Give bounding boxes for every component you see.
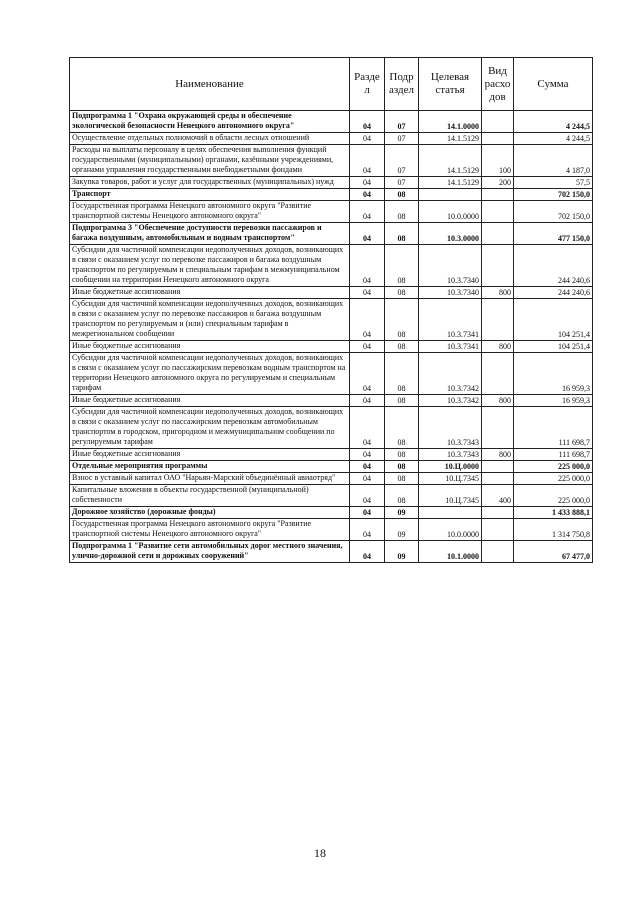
cell-target: 10.3.7340 bbox=[419, 287, 482, 299]
cell-name: Государственная программа Ненецкого автономного округа "Развитие транспортной системы Ненецкого автономного округа" bbox=[70, 519, 350, 541]
table-row bbox=[70, 353, 593, 395]
cell-subsection: 08 bbox=[385, 341, 419, 353]
cell-name: Иные бюджетные ассигнования bbox=[70, 449, 350, 461]
cell-name: Подпрограмма 3 "Обеспечение доступности перевозки пассажиров и багажа воздушным, автомобильным и водным транспортом" bbox=[70, 223, 350, 245]
cell-section: 04 bbox=[350, 177, 385, 189]
table-row bbox=[70, 449, 593, 461]
cell-name: Иные бюджетные ассигнования bbox=[70, 287, 350, 299]
cell-subsection: 08 bbox=[385, 353, 419, 395]
cell-section: 04 bbox=[350, 541, 385, 563]
table-row bbox=[70, 461, 593, 473]
cell-target: 10.0.0000 bbox=[419, 201, 482, 223]
cell-type: 800 bbox=[482, 395, 514, 407]
cell-target: 10.3.7342 bbox=[419, 353, 482, 395]
table-row bbox=[70, 395, 593, 407]
cell-section: 04 bbox=[350, 407, 385, 449]
cell-target: 10.3.7343 bbox=[419, 449, 482, 461]
table-row bbox=[70, 473, 593, 485]
cell-subsection: 09 bbox=[385, 507, 419, 519]
cell-subsection: 08 bbox=[385, 201, 419, 223]
cell-section: 04 bbox=[350, 201, 385, 223]
table-row bbox=[70, 287, 593, 299]
cell-section: 04 bbox=[350, 507, 385, 519]
cell-sum: 16 959,3 bbox=[514, 353, 593, 395]
cell-name: Закупка товаров, работ и услуг для государственных (муниципальных) нужд bbox=[70, 177, 350, 189]
cell-name: Расходы на выплаты персоналу в целях обеспечения выполнения функций государственными (муниципальными) органами, казёнными учреждениями, органами управления государственными внебюджетными фондами bbox=[70, 145, 350, 177]
cell-target: 10.1.0000 bbox=[419, 541, 482, 563]
table-row bbox=[70, 541, 593, 563]
cell-target: 10.0.0000 bbox=[419, 519, 482, 541]
cell-target bbox=[419, 507, 482, 519]
header-name: Наименование bbox=[70, 58, 350, 111]
table-row bbox=[70, 111, 593, 133]
cell-sum: 4 244,5 bbox=[514, 111, 593, 133]
table-row bbox=[70, 485, 593, 507]
cell-name: Взнос в уставный капитал ОАО "Нарьян-Марский объединённый авиаотряд" bbox=[70, 473, 350, 485]
cell-section: 04 bbox=[350, 223, 385, 245]
cell-type bbox=[482, 299, 514, 341]
cell-type bbox=[482, 519, 514, 541]
cell-subsection: 07 bbox=[385, 111, 419, 133]
cell-subsection: 08 bbox=[385, 287, 419, 299]
cell-target: 10.3.0000 bbox=[419, 223, 482, 245]
cell-type bbox=[482, 407, 514, 449]
cell-sum: 244 240,6 bbox=[514, 287, 593, 299]
cell-target: 10.3.7341 bbox=[419, 299, 482, 341]
cell-subsection: 07 bbox=[385, 145, 419, 177]
cell-target: 10.Ц.7345 bbox=[419, 485, 482, 507]
cell-sum: 104 251,4 bbox=[514, 341, 593, 353]
cell-name: Подпрограмма 1 "Охрана окружающей среды и обеспечение экологической безопасности Ненецкого автономного округа" bbox=[70, 111, 350, 133]
cell-sum: 1 314 750,8 bbox=[514, 519, 593, 541]
cell-section: 04 bbox=[350, 449, 385, 461]
cell-type: 800 bbox=[482, 341, 514, 353]
cell-type bbox=[482, 507, 514, 519]
cell-subsection: 08 bbox=[385, 395, 419, 407]
cell-subsection: 08 bbox=[385, 485, 419, 507]
cell-name: Субсидии для частичной компенсации недополученных доходов, возникающих в связи с оказанием услуг по пассажирским перевозкам автомобильным транспортом в городском, пригородном и межмуниципальном сообщении по регулируемым тарифам bbox=[70, 407, 350, 449]
cell-subsection: 08 bbox=[385, 461, 419, 473]
cell-type bbox=[482, 245, 514, 287]
cell-subsection: 07 bbox=[385, 177, 419, 189]
table-row bbox=[70, 189, 593, 201]
cell-subsection: 08 bbox=[385, 407, 419, 449]
cell-section: 04 bbox=[350, 299, 385, 341]
cell-name: Субсидии для частичной компенсации недополученных доходов, возникающих в связи с оказанием услуг по перевозке пассажиров и багажа воздушным транспортом по регулируемым и (или) специальным тарифам в межрегиональном сообщении bbox=[70, 299, 350, 341]
cell-sum: 67 477,0 bbox=[514, 541, 593, 563]
cell-subsection: 08 bbox=[385, 299, 419, 341]
cell-target: 10.Ц.7345 bbox=[419, 473, 482, 485]
cell-sum: 4 244,5 bbox=[514, 133, 593, 145]
cell-sum: 225 000,0 bbox=[514, 485, 593, 507]
cell-sum: 702 150,0 bbox=[514, 201, 593, 223]
budget-table bbox=[69, 57, 593, 563]
cell-section: 04 bbox=[350, 461, 385, 473]
cell-target: 14.1.0000 bbox=[419, 111, 482, 133]
cell-section: 04 bbox=[350, 353, 385, 395]
table-row bbox=[70, 223, 593, 245]
table-row bbox=[70, 299, 593, 341]
cell-sum: 111 698,7 bbox=[514, 407, 593, 449]
cell-subsection: 08 bbox=[385, 223, 419, 245]
cell-subsection: 07 bbox=[385, 133, 419, 145]
cell-sum: 16 959,3 bbox=[514, 395, 593, 407]
cell-section: 04 bbox=[350, 395, 385, 407]
header-subsection: Подр аздел bbox=[385, 58, 419, 111]
header-section: Разде л bbox=[350, 58, 385, 111]
cell-type: 400 bbox=[482, 485, 514, 507]
cell-subsection: 08 bbox=[385, 245, 419, 287]
cell-type bbox=[482, 461, 514, 473]
header-sum: Сумма bbox=[514, 58, 593, 111]
cell-name: Транспорт bbox=[70, 189, 350, 201]
cell-target: 14.1.5129 bbox=[419, 177, 482, 189]
table-row bbox=[70, 407, 593, 449]
table-row bbox=[70, 201, 593, 223]
cell-sum: 111 698,7 bbox=[514, 449, 593, 461]
cell-target: 10.3.7342 bbox=[419, 395, 482, 407]
table-body bbox=[70, 111, 593, 563]
page-number: 18 bbox=[314, 846, 326, 860]
cell-section: 04 bbox=[350, 473, 385, 485]
cell-target: 14.1.5129 bbox=[419, 145, 482, 177]
cell-target: 10.3.7340 bbox=[419, 245, 482, 287]
cell-section: 04 bbox=[350, 287, 385, 299]
cell-sum: 57,5 bbox=[514, 177, 593, 189]
table-row bbox=[70, 133, 593, 145]
cell-name: Государственная программа Ненецкого автономного округа "Развитие транспортной системы Ненецкого автономного округа" bbox=[70, 201, 350, 223]
cell-sum: 104 251,4 bbox=[514, 299, 593, 341]
cell-section: 04 bbox=[350, 189, 385, 201]
table-row bbox=[70, 507, 593, 519]
table-header-row bbox=[70, 58, 593, 111]
cell-sum: 477 150,0 bbox=[514, 223, 593, 245]
cell-name: Субсидии для частичной компенсации недополученных доходов, возникающих в связи с оказанием услуг по пассажирским перевозкам водным транспортом на территории Ненецкого автономного округа по регулируемым и специальным тарифам bbox=[70, 353, 350, 395]
cell-subsection: 09 bbox=[385, 519, 419, 541]
table-row bbox=[70, 245, 593, 287]
cell-name: Подпрограмма 1 "Развитие сети автомобильных дорог местного значения, улично-дорожной сети и дорожных сооружений" bbox=[70, 541, 350, 563]
cell-type: 100 bbox=[482, 145, 514, 177]
cell-name: Дорожное хозяйство (дорожные фонды) bbox=[70, 507, 350, 519]
cell-type bbox=[482, 111, 514, 133]
cell-type bbox=[482, 353, 514, 395]
cell-name: Иные бюджетные ассигнования bbox=[70, 395, 350, 407]
table-row bbox=[70, 145, 593, 177]
cell-name: Субсидии для частичной компенсации недополученных доходов, возникающих в связи с оказанием услуг по перевозке пассажиров и багажа воздушным транспортом по регулируемым и специальным тарифам в межмуниципальном сообщении на территории Ненецкого автономного округа bbox=[70, 245, 350, 287]
cell-type bbox=[482, 541, 514, 563]
cell-subsection: 08 bbox=[385, 449, 419, 461]
table-row bbox=[70, 341, 593, 353]
cell-sum: 225 000,0 bbox=[514, 473, 593, 485]
cell-section: 04 bbox=[350, 145, 385, 177]
cell-subsection: 08 bbox=[385, 189, 419, 201]
cell-name: Иные бюджетные ассигнования bbox=[70, 341, 350, 353]
table-row bbox=[70, 177, 593, 189]
cell-type bbox=[482, 201, 514, 223]
cell-sum: 1 433 888,1 bbox=[514, 507, 593, 519]
cell-sum: 225 000,0 bbox=[514, 461, 593, 473]
cell-type bbox=[482, 223, 514, 245]
cell-target: 10.3.7341 bbox=[419, 341, 482, 353]
cell-name: Осуществление отдельных полномочий в области лесных отношений bbox=[70, 133, 350, 145]
cell-target: 10.Ц.0000 bbox=[419, 461, 482, 473]
cell-subsection: 09 bbox=[385, 541, 419, 563]
cell-subsection: 08 bbox=[385, 473, 419, 485]
cell-section: 04 bbox=[350, 133, 385, 145]
cell-name: Капитальные вложения в объекты государственной (муниципальной) собственности bbox=[70, 485, 350, 507]
cell-target: 14.1.5129 bbox=[419, 133, 482, 145]
cell-section: 04 bbox=[350, 485, 385, 507]
cell-sum: 4 187,0 bbox=[514, 145, 593, 177]
cell-type: 800 bbox=[482, 449, 514, 461]
cell-section: 04 bbox=[350, 111, 385, 133]
cell-sum: 702 150,0 bbox=[514, 189, 593, 201]
table-row bbox=[70, 519, 593, 541]
cell-target bbox=[419, 189, 482, 201]
cell-type bbox=[482, 133, 514, 145]
cell-sum: 244 240,6 bbox=[514, 245, 593, 287]
cell-name: Отдельные мероприятия программы bbox=[70, 461, 350, 473]
cell-section: 04 bbox=[350, 341, 385, 353]
header-target: Целевая статья bbox=[419, 58, 482, 111]
cell-type: 800 bbox=[482, 287, 514, 299]
cell-type bbox=[482, 189, 514, 201]
cell-type bbox=[482, 473, 514, 485]
header-type: Вид расхо дов bbox=[482, 58, 514, 111]
cell-section: 04 bbox=[350, 245, 385, 287]
cell-target: 10.3.7343 bbox=[419, 407, 482, 449]
cell-type: 200 bbox=[482, 177, 514, 189]
cell-section: 04 bbox=[350, 519, 385, 541]
